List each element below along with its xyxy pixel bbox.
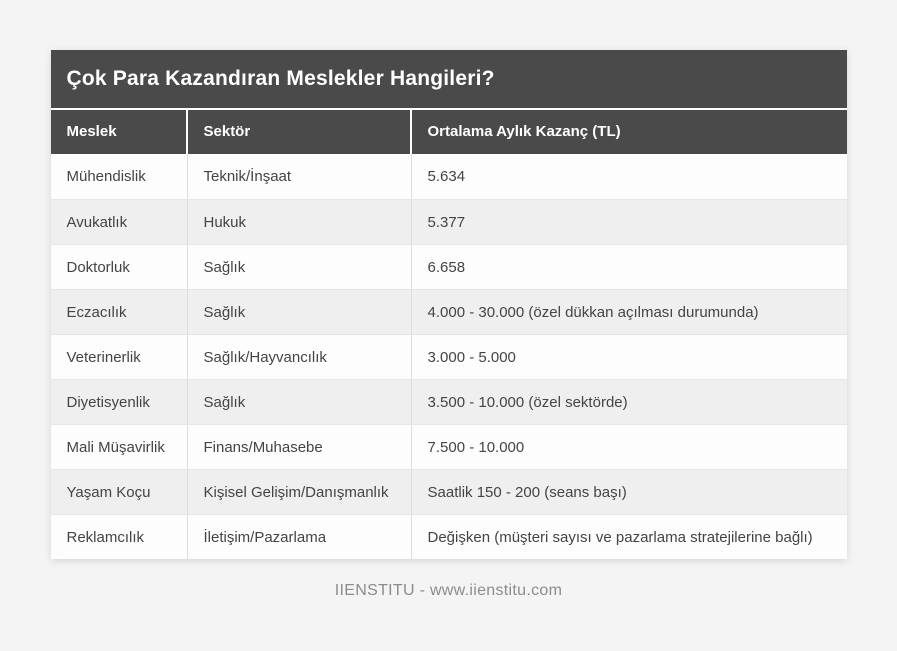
cell-kazanc: 5.377 [427, 213, 466, 231]
cell-kazanc: 4.000 - 30.000 (özel dükkan açılması durumunda) [427, 303, 759, 321]
cell-sektor: Sağlık [188, 290, 412, 334]
cell-meslek: Reklamcılık [51, 515, 188, 559]
table-row [51, 514, 847, 559]
cell-meslek: Avukatlık [51, 200, 188, 244]
cell-meslek: Diyetisyenlik [51, 380, 188, 424]
table-row [51, 469, 847, 514]
cell-meslek: Doktorluk [51, 245, 188, 289]
cell-meslek: Eczacılık [51, 290, 188, 334]
table-row [51, 199, 847, 244]
cell-kazanc: 3.500 - 10.000 (özel sektörde) [427, 393, 628, 411]
table-row [51, 424, 847, 469]
column-header-sektor: Sektör [188, 110, 412, 154]
cell-sektor: Sağlık [188, 245, 412, 289]
cell-sektor: Sağlık [188, 380, 412, 424]
table-row [51, 379, 847, 424]
cell-kazanc: Değişken (müşteri sayısı ve pazarlama stratejilerine bağlı) [427, 528, 813, 546]
table-row [51, 244, 847, 289]
cell-meslek: Yaşam Koçu [51, 470, 188, 514]
cell-kazanc: Saatlik 150 - 200 (seans başı) [427, 483, 627, 501]
cell-sektor: Teknik/İnşaat [188, 154, 412, 199]
cell-sektor: İletişim/Pazarlama [188, 515, 412, 559]
cell-kazanc: 5.634 [427, 168, 466, 185]
column-header-meslek: Meslek [51, 110, 188, 154]
table-row [51, 154, 847, 199]
column-header-kazanc: Ortalama Aylık Kazanç (TL) [427, 123, 621, 140]
cell-sektor: Kişisel Gelişim/Danışmanlık [188, 470, 412, 514]
source-attribution: IIENSTITU - www.iienstitu.com [334, 582, 563, 599]
table-body [51, 154, 847, 559]
table-row [51, 334, 847, 379]
cell-sektor: Hukuk [188, 200, 412, 244]
cell-kazanc: 6.658 [427, 258, 466, 276]
table-header-row [51, 110, 847, 154]
table-row [51, 289, 847, 334]
cell-sektor: Finans/Muhasebe [188, 425, 412, 469]
cell-kazanc: 7.500 - 10.000 [427, 438, 525, 456]
earnings-table-card [51, 50, 847, 559]
page-title: Çok Para Kazandıran Meslekler Hangileri? [51, 50, 847, 110]
cell-meslek: Veterinerlik [51, 335, 188, 379]
cell-meslek: Mali Müşavirlik [51, 425, 188, 469]
cell-kazanc: 3.000 - 5.000 [427, 348, 516, 366]
cell-sektor: Sağlık/Hayvancılık [188, 335, 412, 379]
cell-meslek: Mühendislik [51, 154, 188, 199]
